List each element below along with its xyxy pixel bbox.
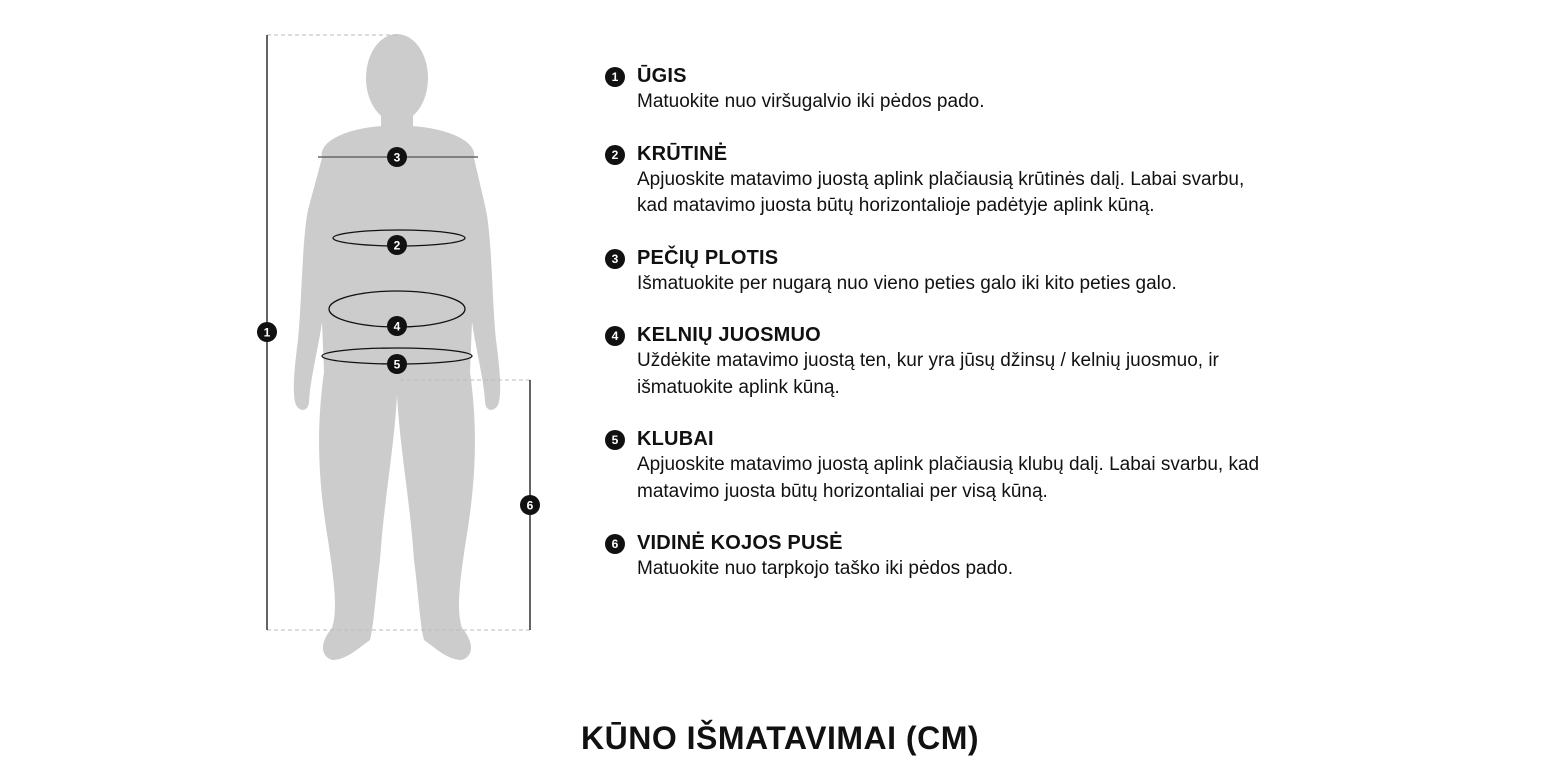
- number-badge: 2: [605, 145, 625, 165]
- marker-chest: [387, 235, 407, 255]
- body-figure: [0, 0, 600, 680]
- number-badge: 6: [605, 534, 625, 554]
- measurement-description: Apjuoskite matavimo juostą aplink plačiausią klubų dalį. Labai svarbu, kad matavimo juosta būtų horizontaliai per visą kūną.: [637, 454, 1260, 502]
- measurement-item: [605, 142, 1265, 220]
- measurement-item: [605, 323, 1265, 401]
- marker-chest-label: 2: [393, 238, 401, 253]
- marker-height-label: 1: [263, 325, 271, 340]
- measurement-description: Matuokite nuo tarpkojo taško iki pėdos pado.: [637, 558, 1014, 579]
- measurement-description: Apjuoskite matavimo juostą aplink plačiausią krūtinės dalį. Labai svarbu, kad matavimo juosta būtų horizontalioje padėtyje aplink kūną.: [637, 168, 1245, 216]
- marker-shoulder: [387, 147, 407, 167]
- measurement-title: KRŪTINĖ: [637, 142, 728, 165]
- number-badge: 1: [605, 67, 625, 87]
- measurement-item: [605, 427, 1265, 505]
- measurement-title: ŪGIS: [637, 65, 687, 87]
- measurement-list: [605, 64, 1265, 583]
- measurement-title: PEČIŲ PLOTIS: [637, 246, 779, 269]
- measurement-item: [605, 246, 1265, 298]
- number-badge: 4: [605, 326, 625, 346]
- measurement-title: KLUBAI: [637, 428, 714, 450]
- marker-waist-label: 4: [393, 319, 401, 334]
- measurement-description: Matuokite nuo viršugalvio iki pėdos pado.: [637, 91, 985, 112]
- silhouette: [294, 34, 500, 660]
- marker-height: [257, 322, 277, 342]
- page-title: KŪNO IŠMATAVIMAI (CM): [581, 720, 979, 756]
- marker-inseam-label: 6: [526, 498, 534, 513]
- marker-hips-label: 5: [393, 357, 401, 372]
- measurement-title: KELNIŲ JUOSMUO: [637, 324, 821, 346]
- number-badge: 5: [605, 430, 625, 450]
- marker-hips: [387, 354, 407, 374]
- measurement-description: Uždėkite matavimo juostą ten, kur yra jūsų džinsų / kelnių juosmuo, ir išmatuokite aplink kūną.: [637, 350, 1219, 398]
- measurement-description: Išmatuokite per nugarą nuo vieno peties galo iki kito peties galo.: [637, 272, 1177, 294]
- marker-shoulder-label: 3: [393, 150, 401, 165]
- measurement-item: [605, 64, 1265, 116]
- marker-inseam: [520, 495, 540, 515]
- marker-waist: [387, 316, 407, 336]
- measurement-title: VIDINĖ KOJOS PUSĖ: [637, 532, 843, 554]
- measurement-item: [605, 531, 1265, 583]
- number-badge: 3: [605, 249, 625, 269]
